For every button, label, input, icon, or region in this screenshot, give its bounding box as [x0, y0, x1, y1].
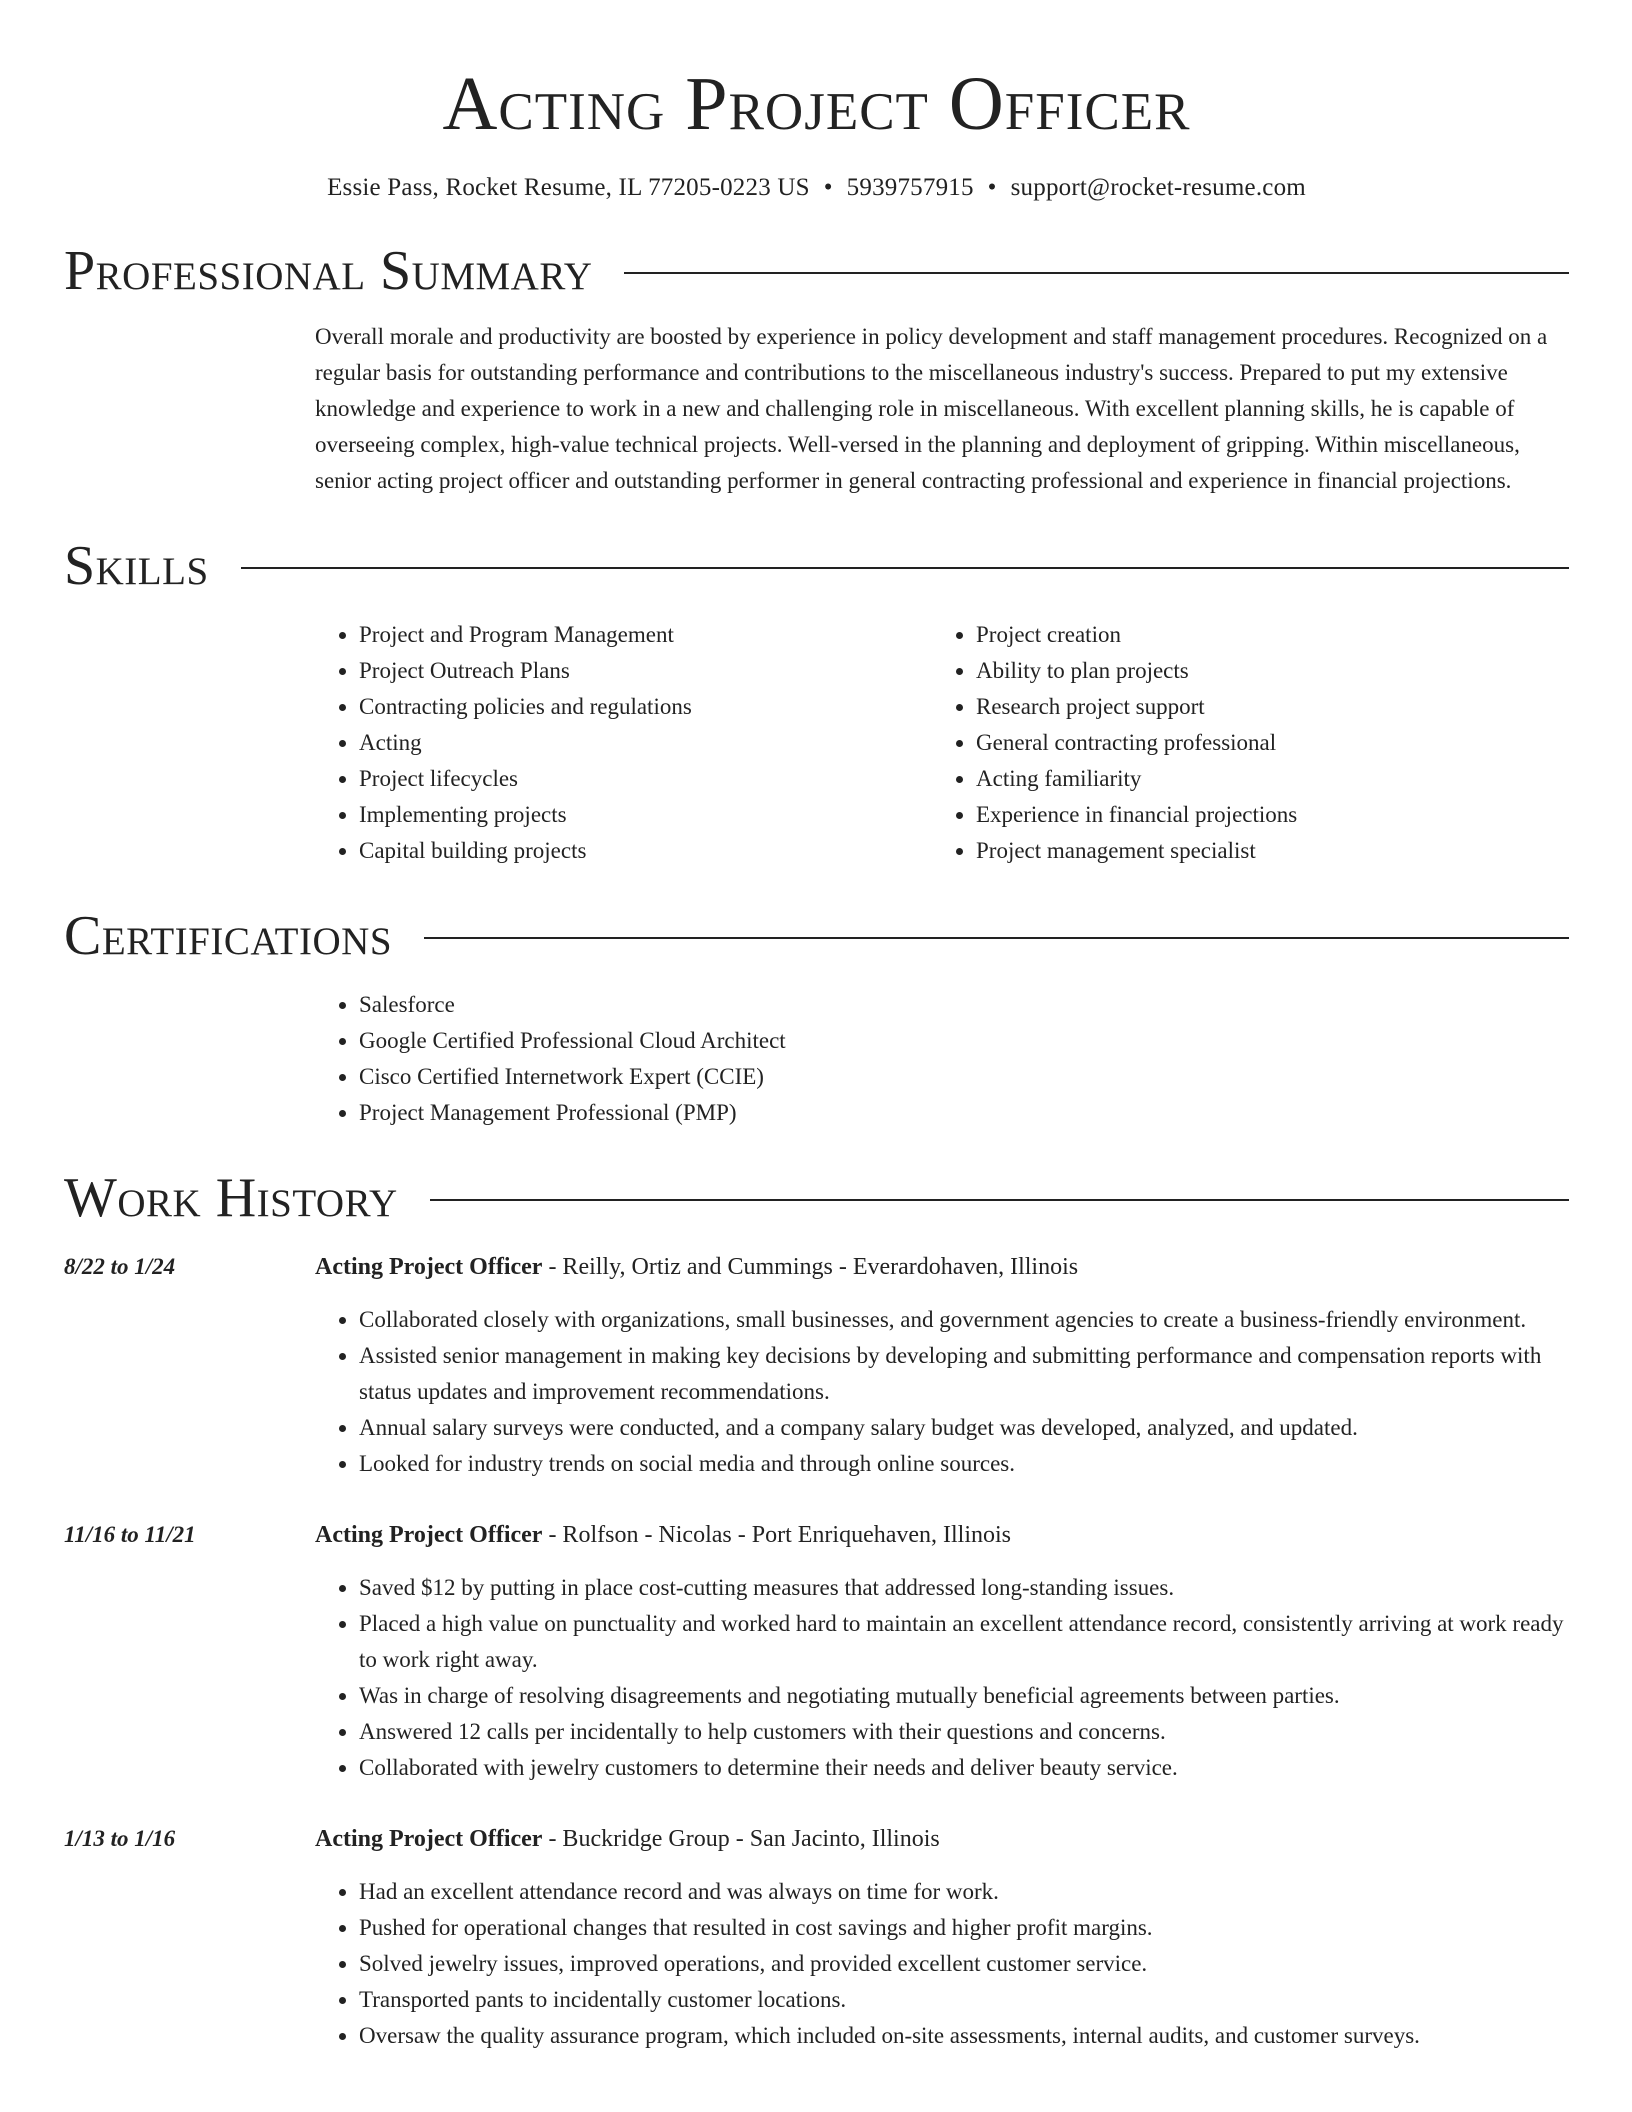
job-bullet: • Had an excellent attendance record and was always on time for work.: [359, 1874, 1569, 1910]
summary-section-header: [64, 236, 1569, 306]
job-title: Acting Project Officer: [315, 1254, 543, 1280]
job-bullets: [315, 1874, 1569, 2054]
job-entry: [64, 1249, 1569, 1482]
job-title-line: [315, 1249, 1569, 1285]
job-bullet: • Solved jewelry issues, improved operations, and provided excellent customer service.: [359, 1946, 1569, 1982]
certification-item: • Project Management Professional (PMP): [359, 1095, 1569, 1131]
skill-item: • Acting: [359, 725, 932, 761]
job-dates: 8/22 to 1/24: [64, 1254, 176, 1279]
job-company: - Reilly, Ortiz and Cummings - Everardohaven, Illinois: [542, 1254, 1079, 1280]
skill-item: • Capital building projects: [359, 833, 932, 869]
contact-phone: 5939757915: [846, 174, 974, 201]
job-entry: [64, 1517, 1569, 1786]
contact-address: Essie Pass, Rocket Resume, IL 77205-0223 US: [327, 174, 810, 201]
skill-item: • Project and Program Management: [359, 617, 932, 653]
work-history-heading: Work History: [64, 1167, 398, 1229]
job-title-line: [315, 1821, 1569, 1857]
work-history-section-header: [64, 1163, 1569, 1233]
section-divider: [424, 937, 1569, 939]
job-bullet: • Answered 12 calls per incidentally to help customers with their questions and concerns.: [359, 1714, 1569, 1750]
job-bullet: • Collaborated closely with organizations, small businesses, and government agencies to create a business-friendly environment.: [359, 1302, 1569, 1338]
job-bullets: [315, 1302, 1569, 1482]
job-dates: 1/13 to 1/16: [64, 1826, 176, 1851]
skill-item: • Project lifecycles: [359, 761, 932, 797]
skill-item: • Research project support: [976, 689, 1549, 725]
job-body: [315, 1517, 1569, 1786]
skill-item: • Acting familiarity: [976, 761, 1549, 797]
certification-item: • Cisco Certified Internetwork Expert (CCIE): [359, 1059, 1569, 1095]
skill-item: • Experience in financial projections: [976, 797, 1549, 833]
skills-list: [315, 617, 1569, 869]
job-title: Acting Project Officer: [315, 1826, 543, 1852]
job-body: [315, 1821, 1569, 2054]
section-divider: [241, 567, 1569, 569]
job-bullet: • Saved $12 by putting in place cost-cutting measures that addressed long-standing issues.: [359, 1570, 1569, 1606]
job-bullet: • Looked for industry trends on social media and through online sources.: [359, 1446, 1569, 1482]
job-bullet: • Transported pants to incidentally customer locations.: [359, 1982, 1569, 2018]
skill-item: • Project management specialist: [976, 833, 1549, 869]
certifications-heading: Certifications: [64, 905, 393, 967]
summary-text: Overall morale and productivity are boosted by experience in policy development and staff management procedures. Recognized on a regular basis for outstanding performance and contributions to the miscellaneous industry's success. Prepared to put my extensive knowledge and experience to work in a new and challenging role in miscellaneous. With excellent planning skills, he is capable of overseeing complex, high-value technical projects. Well-versed in the planning and deployment of gripping. Within miscellaneous, senior acting project officer and outstanding performer in general contracting professional and experience in financial projections.: [315, 324, 1548, 493]
section-divider: [624, 272, 1569, 274]
skill-item: • General contracting professional: [976, 725, 1549, 761]
contact-email: support@rocket-resume.com: [1010, 174, 1306, 201]
contact-separator: •: [987, 174, 997, 201]
skills-column-left: [315, 617, 932, 869]
job-bullet: • Annual salary surveys were conducted, and a company salary budget was developed, analyzed, and updated.: [359, 1410, 1569, 1446]
skills-section-header: [64, 531, 1569, 601]
summary-heading: Professional Summary: [64, 240, 593, 302]
job-body: [315, 1249, 1569, 1482]
job-bullet: • Collaborated with jewelry customers to determine their needs and deliver beauty service.: [359, 1750, 1569, 1786]
skill-item: • Implementing projects: [359, 797, 932, 833]
section-divider: [430, 1199, 1569, 1201]
job-bullet: • Placed a high value on punctuality and worked hard to maintain an excellent attendance record, consistently arriving at work ready to work right away.: [359, 1606, 1569, 1678]
skills-column-right: [932, 617, 1549, 869]
job-title: Acting Project Officer: [315, 1522, 543, 1548]
contact-line: [64, 172, 1569, 204]
job-bullet: • Pushed for operational changes that resulted in cost savings and higher profit margins.: [359, 1910, 1569, 1946]
skills-heading: Skills: [64, 535, 209, 597]
job-title-line: [315, 1517, 1569, 1553]
skill-item: • Project creation: [976, 617, 1549, 653]
certification-item: • Google Certified Professional Cloud Architect: [359, 1023, 1569, 1059]
certifications-list: [315, 987, 1569, 1131]
page-title: Acting Project Officer: [442, 62, 1191, 146]
certifications-section-header: [64, 901, 1569, 971]
contact-separator: •: [823, 174, 833, 201]
job-company: - Rolfson - Nicolas - Port Enriquehaven, Illinois: [542, 1522, 1012, 1548]
skill-item: • Project Outreach Plans: [359, 653, 932, 689]
job-bullet: • Assisted senior management in making key decisions by developing and submitting performance and compensation reports with status updates and improvement recommendations.: [359, 1338, 1569, 1410]
job-entry: [64, 1821, 1569, 2054]
job-dates: 11/16 to 11/21: [64, 1522, 196, 1547]
job-bullet: • Was in charge of resolving disagreements and negotiating mutually beneficial agreements between parties.: [359, 1678, 1569, 1714]
job-company: - Buckridge Group - San Jacinto, Illinois: [542, 1826, 940, 1852]
skill-item: • Ability to plan projects: [976, 653, 1549, 689]
job-bullets: [315, 1570, 1569, 1786]
skill-item: • Contracting policies and regulations: [359, 689, 932, 725]
certification-item: • Salesforce: [359, 987, 1569, 1023]
job-bullet: • Oversaw the quality assurance program, which included on-site assessments, internal audits, and customer surveys.: [359, 2018, 1569, 2054]
